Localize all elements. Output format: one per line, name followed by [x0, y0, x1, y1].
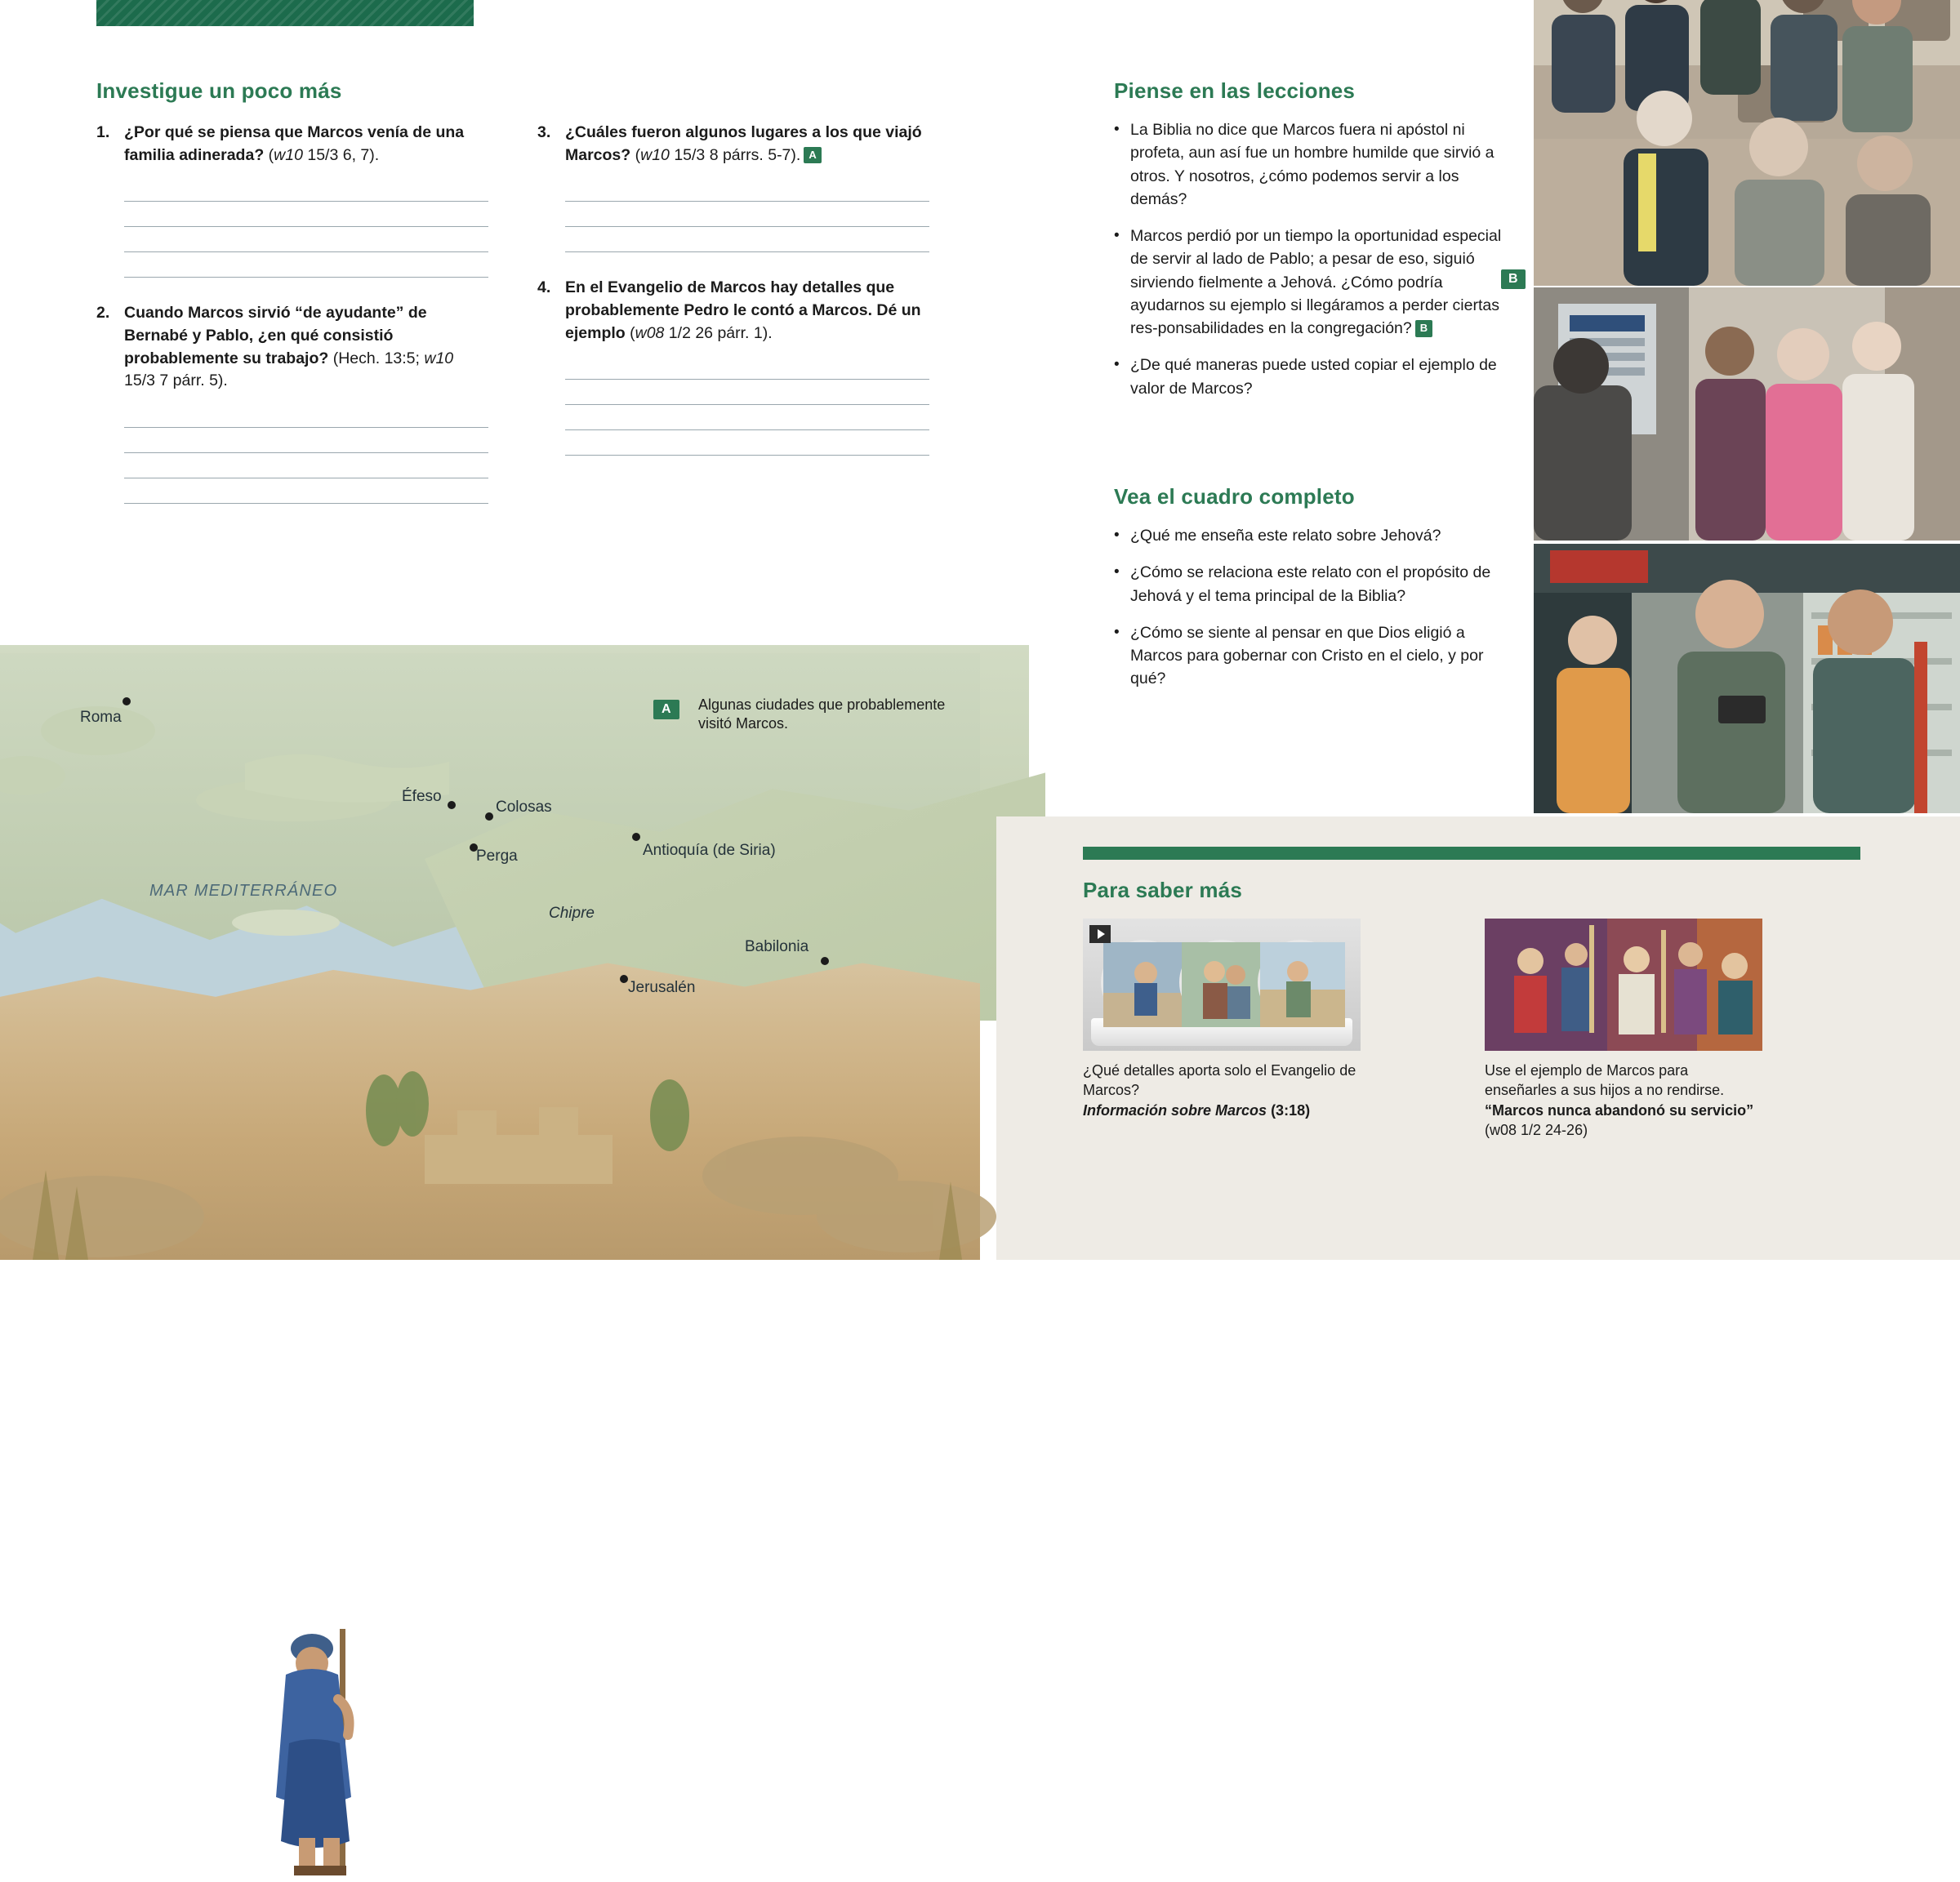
learnmore-green-bar: [1083, 847, 1860, 860]
map-label-perga: Perga: [476, 848, 518, 865]
question-reference: (w08 1/2 26 párr. 1).: [625, 323, 773, 342]
map-label-chipre: Chipre: [549, 905, 595, 922]
question-item: [96, 302, 488, 393]
answer-line[interactable]: [124, 403, 488, 428]
congregation-photo-art: [1534, 0, 1960, 286]
question-prompt: En el Evangelio de Marcos hay detalles que probablemente Pedro le contó a Marcos. Dé un ejemplo: [565, 278, 921, 342]
answer-line[interactable]: [565, 430, 929, 456]
learnmore-caption: [1485, 1061, 1762, 1140]
question-item: [537, 122, 929, 167]
learnmore-item-article[interactable]: [1485, 919, 1762, 1140]
traveler-illustration: [261, 1621, 392, 1882]
door-photo-art: [1534, 287, 1960, 541]
map-marker-a-badge: A: [804, 147, 821, 163]
list-item: [1114, 561, 1506, 607]
question-number: 1.: [96, 123, 110, 141]
question-prompt: ¿Cuáles fueron algunos lugares a los que viajó Marcos?: [565, 123, 922, 164]
photo-marker-b: B: [1501, 269, 1526, 289]
list-item: [1114, 118, 1506, 211]
map-terrain-detail: [0, 653, 980, 1260]
bigpicture-section: [1114, 484, 1506, 705]
answer-line[interactable]: [565, 202, 929, 227]
learnmore-caption-text: Use el ejemplo de Marcos para enseñarles a sus hijos a no rendirse.: [1485, 1062, 1725, 1099]
list-item: [1114, 621, 1506, 691]
map-label-babilonia: Babilonia: [745, 938, 809, 955]
answer-line[interactable]: [124, 227, 488, 252]
map-dot-colosas: [485, 812, 493, 821]
map-dot-antioquia: [632, 833, 640, 841]
answer-line[interactable]: [124, 176, 488, 202]
photo-marker-b-badge: B: [1415, 320, 1432, 337]
bullet-text-inner: Marcos perdió por un tiempo la oportunidad especial de servir al lado de Pablo; a pesar de eso, siguió sirviendo fielmente a Jehová. ¿Cómo podría ayudarnos su ejemplo si llegáramos a perder ciertas res-ponsabilidades en la congregación?: [1130, 227, 1502, 338]
learnmore-article-thumbnail[interactable]: [1485, 919, 1762, 1051]
bullet-icon: •: [1114, 623, 1120, 641]
scene-disc-2: [1179, 940, 1264, 1025]
question-reference: (w10 15/3 8 párrs. 5-7).: [630, 145, 801, 164]
questions-grid: [96, 122, 1019, 528]
learnmore-item-title: “Marcos nunca abandonó su servicio”: [1485, 1101, 1754, 1119]
learnmore-title: Para saber más: [1083, 878, 1243, 902]
answer-lines-q2[interactable]: [124, 403, 488, 504]
map-label-jerusalen: Jerusalén: [628, 979, 696, 996]
scene-disc-3: [1258, 940, 1343, 1025]
map-legend-text: Algunas ciudades que probablemente visitó Marcos.: [698, 696, 946, 732]
answer-line[interactable]: [124, 428, 488, 453]
store-photo: [1534, 544, 1960, 813]
question-item: [96, 122, 488, 167]
learnmore-item-title-suffix: (3:18): [1267, 1101, 1311, 1119]
map-label-colosas: Colosas: [496, 799, 552, 816]
play-icon[interactable]: [1089, 925, 1111, 943]
investigate-section: [96, 78, 1019, 528]
question-number: 2.: [96, 304, 110, 323]
bullet-icon: •: [1114, 527, 1120, 544]
question-text: [565, 277, 929, 345]
answer-line[interactable]: [565, 176, 929, 202]
learnmore-item-video[interactable]: [1083, 919, 1361, 1120]
question-reference: (w10 15/3 6, 7).: [264, 145, 380, 164]
store-illustration: [1534, 544, 1960, 813]
questions-column-left: [96, 122, 488, 528]
list-item: [1114, 524, 1506, 547]
congregation-illustration: [1534, 0, 1960, 286]
bigpicture-title: Vea el cuadro completo: [1114, 484, 1355, 509]
answer-line[interactable]: [565, 405, 929, 430]
door-photo: [1508, 272, 1960, 541]
question-number: 4.: [537, 278, 551, 297]
map-label-mediterranean-sea: MAR MEDITERRÁNEO: [149, 882, 338, 900]
map-label-roma: Roma: [80, 709, 122, 726]
bullet-text: [1130, 225, 1506, 340]
answer-line[interactable]: [124, 252, 488, 278]
bullet-text: ¿Cómo se siente al pensar en que Dios eligió a Marcos para gobernar con Cristo en el cielo, y por qué?: [1130, 623, 1484, 688]
map-dot-roma: [122, 697, 131, 705]
answer-line[interactable]: [124, 202, 488, 227]
answer-lines-q3[interactable]: [565, 176, 929, 252]
answer-line[interactable]: [565, 227, 929, 252]
answer-line[interactable]: [124, 453, 488, 478]
learnmore-item-title: Información sobre Marcos: [1083, 1101, 1267, 1119]
bullet-icon: •: [1114, 563, 1120, 581]
map-dot-efeso: [448, 801, 456, 809]
question-prompt: ¿Por qué se piensa que Marcos venía de una familia adinerada?: [124, 123, 465, 164]
congregation-photo: [1534, 0, 1960, 286]
map-dot-jerusalen: [620, 975, 628, 983]
investigate-title: Investigue un poco más: [96, 78, 342, 103]
questions-column-right: [537, 122, 929, 528]
question-number: 3.: [537, 123, 551, 141]
list-item: [1114, 225, 1506, 340]
bullet-icon: •: [1114, 356, 1120, 374]
question-text: [124, 122, 488, 167]
question-prompt: Cuando Marcos sirvió “de ayudante” de Bernabé y Pablo, ¿en qué consistió probablemente su trabajo?: [124, 304, 427, 367]
answer-lines-q1[interactable]: [124, 176, 488, 278]
learnmore-video-thumbnail[interactable]: [1083, 919, 1361, 1051]
decorative-green-band: [96, 0, 474, 26]
map-dot-babilonia: [821, 957, 829, 965]
answer-line[interactable]: [565, 380, 929, 405]
question-text: [124, 302, 488, 393]
learnmore-caption: [1083, 1061, 1361, 1120]
think-bullets: [1114, 118, 1506, 400]
bullet-icon: •: [1114, 121, 1120, 138]
answer-line[interactable]: [565, 354, 929, 380]
scene-disc-1: [1101, 940, 1186, 1025]
bigpicture-bullets: [1114, 524, 1506, 691]
question-item: [537, 277, 929, 345]
bullet-icon: •: [1114, 227, 1120, 245]
bullet-text: ¿De qué maneras puede usted copiar el ejemplo de valor de Marcos?: [1130, 356, 1497, 398]
think-section: [1114, 78, 1506, 414]
think-title: Piense en las lecciones: [1114, 78, 1356, 103]
answer-lines-q4[interactable]: [565, 354, 929, 456]
answer-line[interactable]: [124, 478, 488, 504]
article-illustration: [1485, 919, 1762, 1051]
map-label-efeso: Éfeso: [402, 788, 442, 805]
bullet-text: ¿Qué me enseña este relato sobre Jehová?: [1130, 527, 1441, 545]
bullet-text: ¿Cómo se relaciona este relato con el propósito de Jehová y el tema principal de la Biblia?: [1130, 563, 1491, 605]
list-item: [1114, 354, 1506, 400]
learnmore-caption-text: ¿Qué detalles aporta solo el Evangelio de Marcos?: [1083, 1062, 1356, 1099]
bullet-text: La Biblia no dice que Marcos fuera ni apóstol ni profeta, aun así fue un hombre humilde que sirvió a otros. Y nosotros, ¿cómo podemos servir a los demás?: [1130, 121, 1494, 208]
door-illustration: [1534, 287, 1960, 541]
store-photo-art: [1534, 544, 1960, 813]
learnmore-item-title-suffix: (w08 1/2 24-26): [1485, 1121, 1588, 1138]
question-text: [565, 122, 929, 167]
map-figure: [0, 653, 980, 1260]
question-reference: (Hech. 13:5; w10 15/3 7 párr. 5).: [124, 349, 454, 390]
map-label-antioquia: Antioquía (de Siria): [643, 842, 776, 859]
map-legend-marker-a: A: [653, 700, 679, 719]
